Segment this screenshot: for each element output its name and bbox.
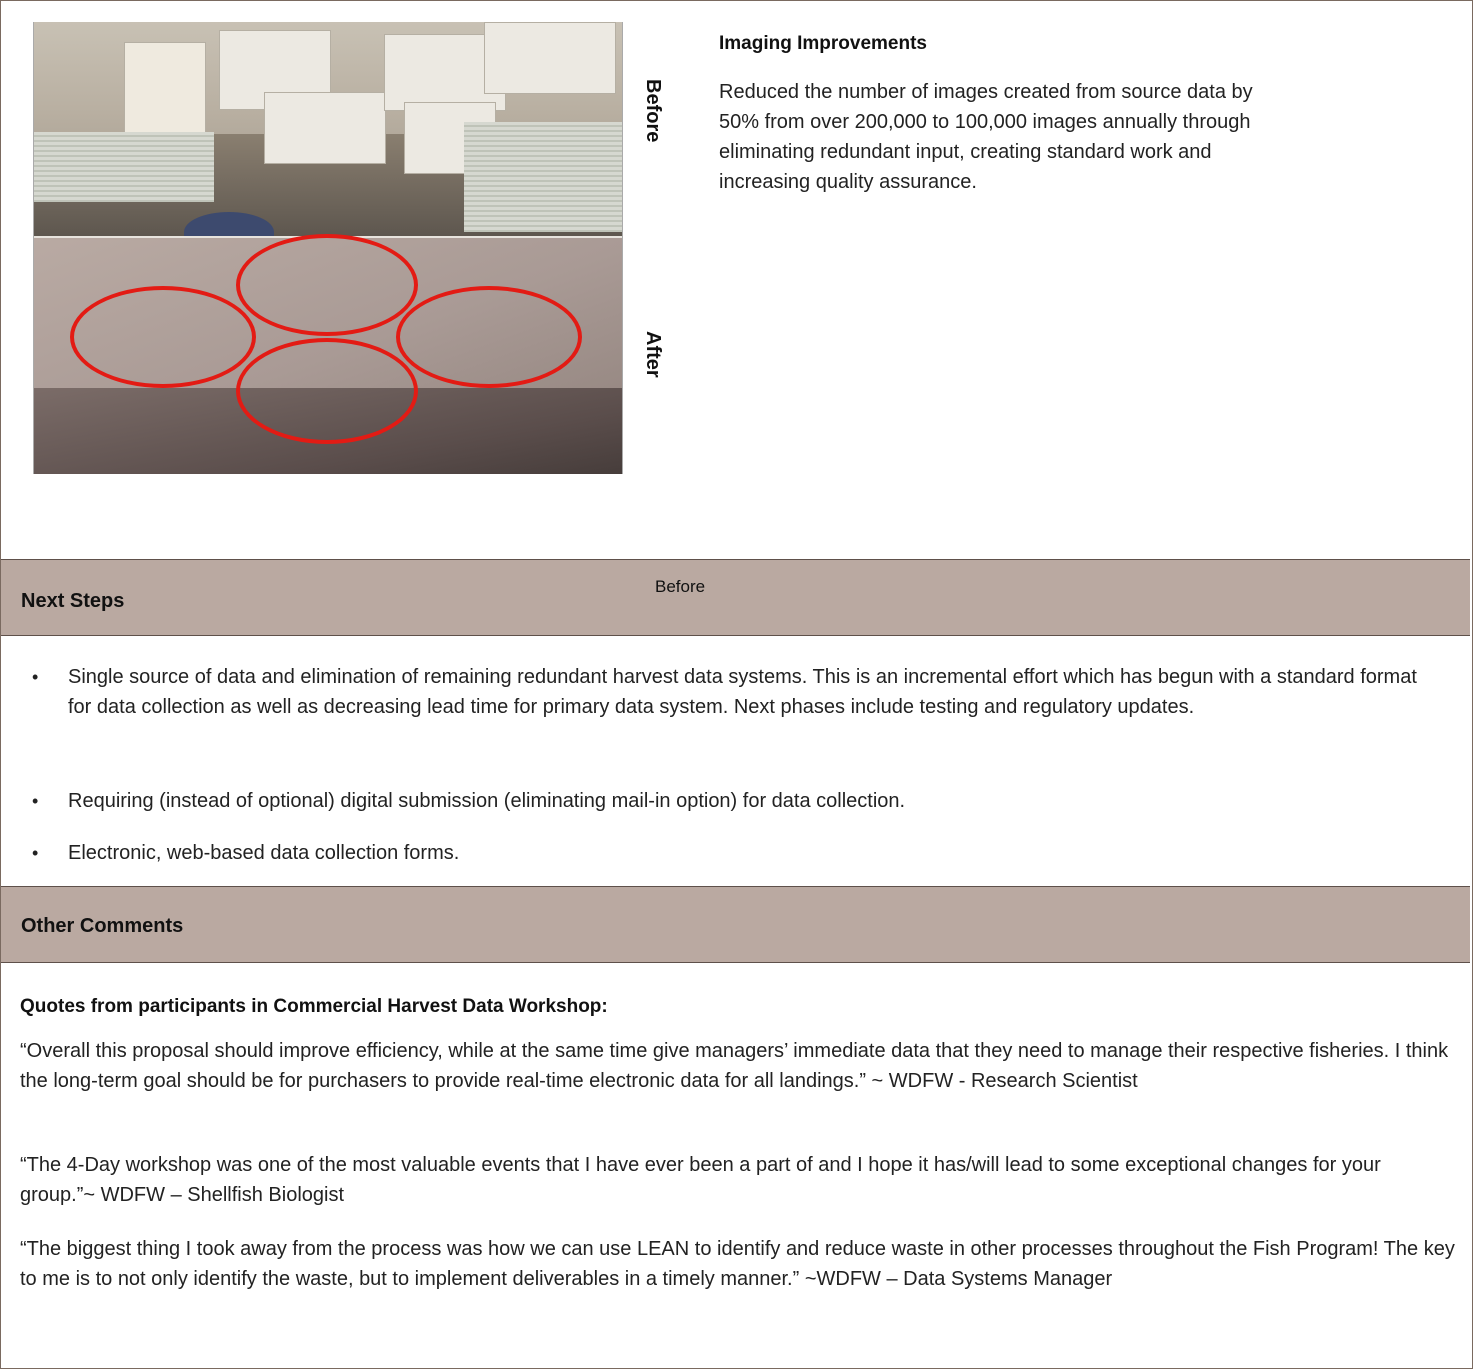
before-photo <box>34 22 622 238</box>
paper-stack <box>34 132 214 202</box>
other-comments-title: Other Comments <box>21 915 184 937</box>
highlight-circle <box>396 286 582 388</box>
bullet-icon: • <box>32 791 39 811</box>
next-steps-title: Next Steps <box>21 590 125 612</box>
after-label: After <box>642 331 664 378</box>
other-comments-header <box>1 886 1470 963</box>
list-item-text: Requiring (instead of optional) digital submission (eliminating mail-in option) for data collection. <box>68 790 906 812</box>
wall-notice <box>124 42 206 144</box>
quote: “The 4-Day workshop was one of the most valuable events that I have ever been a part of and I hope it has/will lead to some exceptional changes for your group.”~ WDFW – Shellfish Biologist <box>20 1154 1381 1206</box>
imaging-section <box>1 1 1470 559</box>
bullet-icon: • <box>32 667 39 687</box>
highlight-circle <box>236 338 418 444</box>
quotes-heading: Quotes from participants in Commercial Harvest Data Workshop: <box>20 996 608 1017</box>
paper-stack <box>464 122 622 232</box>
quote: “Overall this proposal should improve efficiency, while at the same time give managers’ immediate data that they need to manage their respective fisheries. I think the long-term goal should be for purchasers to provide real-time electronic data for all landings.” ~ WDFW - Research Scientist <box>20 1040 1449 1092</box>
bullet-icon: • <box>32 843 39 863</box>
next-steps-header <box>1 559 1470 636</box>
imaging-heading: Imaging Improvements <box>719 33 927 54</box>
highlight-circle <box>70 286 256 388</box>
highlight-circle <box>236 234 418 336</box>
quote: “The biggest thing I took away from the process was how we can use LEAN to identify and reduce waste in other processes throughout the Fish Program! The key to me is to not only identify the waste, but to implement deliverables in a timely manner.” ~WDFW – Data Systems Manager <box>20 1238 1455 1290</box>
imaging-body: Reduced the number of images created from source data by 50% from over 200,000 to 100,000 images annually through eliminating redundant input, creating standard work and increasing quality assurance. <box>719 81 1253 193</box>
before-label: Before <box>642 79 664 143</box>
next-steps-note: Before <box>655 577 706 596</box>
storage-box <box>264 92 386 164</box>
list-item-text: Electronic, web-based data collection forms. <box>68 842 460 864</box>
storage-box <box>484 22 616 94</box>
before-after-photo <box>33 22 623 474</box>
list-item-text: Single source of data and elimination of remaining redundant harvest data systems. This is an incremental effort which has begun with a standard format for data collection as well as decreasing lead time for primary data system. Next phases include testing and regulatory updates. <box>68 666 1417 718</box>
